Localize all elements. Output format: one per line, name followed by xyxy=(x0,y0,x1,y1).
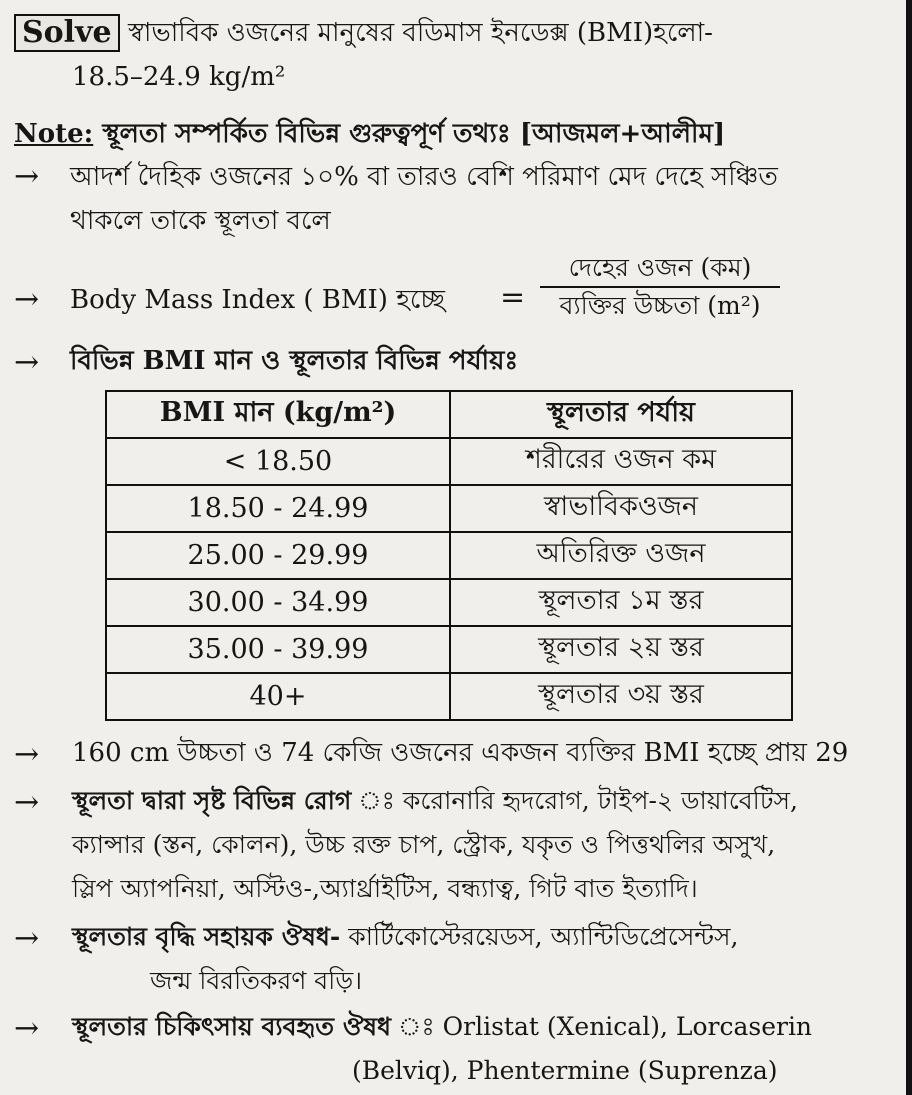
table-cell: অতিরিক্ত ওজন xyxy=(450,532,792,579)
point6-label: স্থূলতার বৃদ্ধি সহায়ক ঔষধ- xyxy=(72,922,341,951)
page-border xyxy=(906,0,912,1095)
table-cell: শরীরের ওজন কম xyxy=(450,438,792,485)
bmi-formula-fraction xyxy=(540,252,780,322)
point1-line2: থাকলে তাকে স্থূলতা বলে xyxy=(70,206,331,236)
note-title: স্থূলতা সম্পর্কিত বিভিন্ন গুরুত্বপূর্ণ তথ্যঃ [আজমল+আলীম] xyxy=(102,119,726,149)
arrow-icon: → xyxy=(14,921,40,956)
point7-label: স্থূলতার চিকিৎসায় ব্যবহৃত ঔষধ xyxy=(72,1012,392,1041)
table-cell: স্থূলতার ৩য় স্তর xyxy=(450,673,792,720)
point3-text: বিভিন্ন BMI মান ও স্থূলতার বিভিন্ন পর্যায়ঃ xyxy=(70,346,519,376)
table-row xyxy=(106,438,792,485)
point7-line1 xyxy=(72,1010,812,1044)
point4-text: 160 cm উচ্চতা ও 74 কেজি ওজনের একজন ব্যক্তির BMI হচ্ছে প্রায় 29 xyxy=(72,738,849,768)
point7-line2: (Belviq), Phentermine (Suprenza) xyxy=(352,1056,778,1085)
point5-line2: ক্যান্সার (স্তন, কোলন), উচ্চ রক্ত চাপ, স্ট্রোক, যকৃত ও পিত্তথলির অসুখ, xyxy=(72,830,776,859)
solve-value: 18.5–24.9 kg/m² xyxy=(72,62,286,92)
point7-text: ঃ Orlistat (Xenical), Lorcaserin xyxy=(434,1012,813,1041)
table-header-row xyxy=(106,391,792,438)
table-row xyxy=(106,532,792,579)
note-heading xyxy=(14,117,725,151)
point5-text: ঃ করোনারি হৃদরোগ, টাইপ-২ ডায়াবেটিস, xyxy=(394,786,798,815)
table-cell: 35.00 - 39.99 xyxy=(106,626,450,673)
table-cell: 25.00 - 29.99 xyxy=(106,532,450,579)
point6-line2: জন্ম বিরতিকরণ বড়ি। xyxy=(150,966,363,995)
point6-line1 xyxy=(72,920,739,954)
arrow-icon: → xyxy=(14,1011,40,1046)
arrow-icon: → xyxy=(14,159,40,194)
table-cell: < 18.50 xyxy=(106,438,450,485)
table-cell: স্বাভাবিকওজন xyxy=(450,485,792,532)
table-row xyxy=(106,673,792,720)
arrow-icon: → xyxy=(14,282,40,317)
table-header-cell: স্থূলতার পর্যায় xyxy=(450,391,792,438)
equals-sign: = xyxy=(500,280,526,315)
table-cell: স্থূলতার ২য় স্তর xyxy=(450,626,792,673)
point6-text: কার্টিকোস্টেরয়েডস, অ্যান্টিডিপ্রেসেন্টস, xyxy=(348,922,739,951)
table-cell: স্থূলতার ১ম স্তর xyxy=(450,579,792,626)
arrow-icon: → xyxy=(14,785,40,820)
table-header-cell: BMI মান (kg/m²) xyxy=(106,391,450,438)
bmi-table xyxy=(105,390,793,721)
note-label: Note: xyxy=(14,119,94,149)
formula-numerator: দেহের ওজন (কম) xyxy=(568,253,752,282)
point5-line1 xyxy=(72,784,798,818)
solve-label: Solve xyxy=(14,14,120,52)
table-row xyxy=(106,485,792,532)
point5-label: স্থূলতা দ্বারা সৃষ্ট বিভিন্ন রোগ xyxy=(72,786,352,815)
table-cell: 30.00 - 34.99 xyxy=(106,579,450,626)
solve-text: স্বাভাবিক ওজনের মানুষের বডিমাস ইনডেক্স (BMI)হলো- xyxy=(128,18,713,48)
table-cell: 18.50 - 24.99 xyxy=(106,485,450,532)
point2-text: Body Mass Index ( BMI) হচ্ছে xyxy=(70,285,445,315)
fraction-bar xyxy=(540,286,780,288)
arrow-icon: → xyxy=(14,345,40,380)
arrow-icon: → xyxy=(14,737,40,772)
formula-denominator: ব্যক্তির উচ্চতা (m²) xyxy=(559,291,761,320)
table-cell: 40+ xyxy=(106,673,450,720)
point1-line1: আদর্শ দৈহিক ওজনের ১০% বা তারও বেশি পরিমাণ মেদ দেহে সঞ্চিত xyxy=(70,162,778,192)
table-row xyxy=(106,626,792,673)
table-row xyxy=(106,579,792,626)
point5-line3: স্লিপ অ্যাপনিয়া, অস্টিও-,অ্যার্থ্রাইটিস, বন্ধ্যাত্ব, গিট বাত ইত্যাদি। xyxy=(72,874,698,903)
